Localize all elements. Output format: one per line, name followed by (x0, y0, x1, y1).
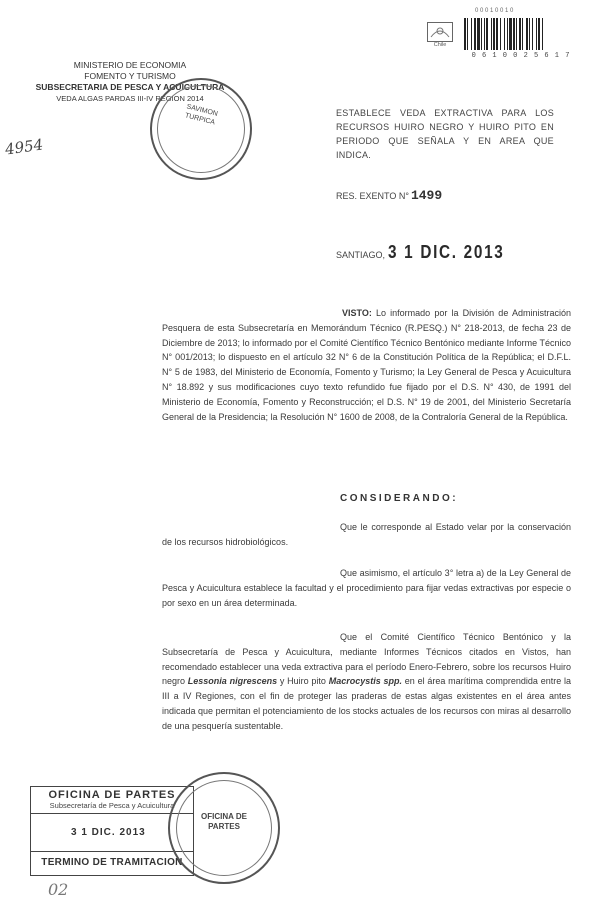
place: SANTIAGO, (336, 250, 386, 260)
barcode-bar (467, 18, 468, 50)
seal-text: OFICINA DE PARTES (201, 812, 247, 831)
government-logo (427, 22, 453, 50)
stamp-text: SAVIMON TURPICA (184, 103, 219, 127)
barcode-bar (532, 18, 533, 50)
logo-emblem-icon (427, 22, 453, 42)
barcode-number: 0 6 1 0 0 2 5 6 1 7 (471, 52, 571, 60)
barcode-bar (507, 18, 508, 50)
visto-lead: VISTO: (342, 308, 372, 318)
considerando-paragraph-1: Que le corresponde al Estado velar por la conservación de los recursos hidrobiológicos. (162, 522, 571, 547)
considerando-paragraph-2: Que asimismo, el artículo 3° letra a) de la Ley General de Pesca y Acuicultura establece la facultad y el procedimiento para fijar vedas extractivas por especie o por sexo en un área determinada. (162, 568, 571, 608)
species-name-1: Lessonia nigrescens (187, 676, 278, 687)
ministry-subname: FOMENTO Y TURISMO (84, 71, 176, 81)
resolution-number: 1499 (410, 188, 443, 203)
barcode-bar (509, 18, 512, 50)
stamp-header (31, 787, 193, 814)
document-reference: VEDA ALGAS PARDAS III-IV REGION 2014 (56, 94, 204, 103)
barcode-bar (471, 18, 472, 50)
barcode-bar (516, 18, 517, 50)
barcode-bar (529, 18, 530, 50)
stamp-title: OFICINA DE PARTES (48, 789, 176, 801)
resolution-label: RES. EXENTO N° (336, 191, 409, 201)
stamp-footer (31, 851, 193, 876)
visto-paragraph (162, 306, 571, 424)
barcode-bar (522, 18, 523, 50)
paragraph-3-text-b: y Huiro pito (277, 676, 329, 687)
barcode-bar (538, 18, 540, 50)
official-seal-bottom (168, 772, 280, 884)
barcode-bar (526, 18, 528, 50)
stamp-footer-text: TERMINO DE TRAMITACION (41, 857, 183, 868)
handwritten-number: 4954 (3, 135, 45, 159)
stamp-ring (157, 85, 245, 173)
barcode-bar (519, 18, 521, 50)
stamp-date: 3 1 DIC. 2013 (71, 827, 146, 838)
barcode-bar (500, 18, 501, 50)
barcode-bar (477, 18, 480, 50)
document-date: 3 1 DIC. 2013 (387, 242, 505, 262)
barcode-bar (484, 18, 485, 50)
barcode-bar (493, 18, 495, 50)
considerando-heading: CONSIDERANDO: (340, 493, 459, 504)
visto-text: Lo informado por la División de Administración Pesquera de esta Subsecretaría en Memorándum Técnico (R.PESQ.) N° 218-2013, de fecha 23 de Diciembre de 2013; lo informado por el Comité Científico Técnico Bentónico mediante Informe Técnico N° 001/2013; lo dispuesto en el artículo 32 N° 6 de la Constitución Política de la República; el D.F.L. N° 5 de 1983, del Ministerio de Economía, Fomento y Turismo; la Ley General de Pesca y Acuicultura N° 18.892 y sus modificaciones cuyo texto refundido fue fijado por el D.S. N° 430, de 1991 del Ministerio de Economía, Fomento y Reconstrucción; el D.S. N° 19 de 2001, del Ministerio Secretaría General de la Presidencia; la Resolución N° 1600 de 2008, de la Contraloría General de la República. (162, 308, 571, 422)
barcode (462, 18, 580, 50)
ministry-name: MINISTERIO DE ECONOMIA (73, 60, 187, 70)
barcode-bar (491, 18, 492, 50)
logo-label: Chile (433, 42, 447, 48)
resolution-number-line (336, 188, 442, 203)
stamp-subtitle: Subsecretaría de Pesca y Acuicultura (49, 801, 175, 810)
barcode-bar (464, 18, 466, 50)
barcode-bar (504, 18, 505, 50)
paragraph-3-text-a: Que el Comité Científico Técnico Bentónico y la Subsecretaría de Pesca y Acuicultura, mediante Informes Técnicos citados en Vistos, han recomendado establecer una veda extractiva para el período Enero-Febrero, sobre los recursos Huiro negro (162, 632, 571, 687)
species-name-2: Macrocystis spp. (328, 676, 403, 687)
barcode-bar (474, 18, 476, 50)
barcode-caption: 0 0 0 1 0 0 1 0 (475, 8, 514, 14)
resolution-subject: ESTABLECE VEDA EXTRACTIVA PARA LOS RECURSOS HUIRO NEGRO Y HUIRO PITO EN PERIODO QUE SEÑALA Y EN AREA QUE INDICA. (336, 108, 554, 160)
subsecretaria-name: SUBSECRETARIA DE PESCA Y ACUICULTURA (35, 82, 225, 92)
paragraph-3-text-c: en el área marítima comprendida entre la III a IV Regiones, con el fin de proteger las praderas de estas algas existentes en el área antes indicada que permitan el potenciamiento de los stocks actuales de los recursos con miras al desarrollo de una pesquería sustentable. (162, 676, 571, 731)
barcode-bar (496, 18, 498, 50)
official-stamp-top (150, 78, 252, 180)
considerando-paragraph-3 (162, 630, 571, 734)
barcode-bar (513, 18, 515, 50)
barcode-bar (536, 18, 537, 50)
barcode-bar (481, 18, 482, 50)
barcode-bar (486, 18, 488, 50)
page-mark: 02 (48, 880, 69, 899)
barcode-bar (542, 18, 543, 50)
place-date-line (336, 242, 525, 263)
